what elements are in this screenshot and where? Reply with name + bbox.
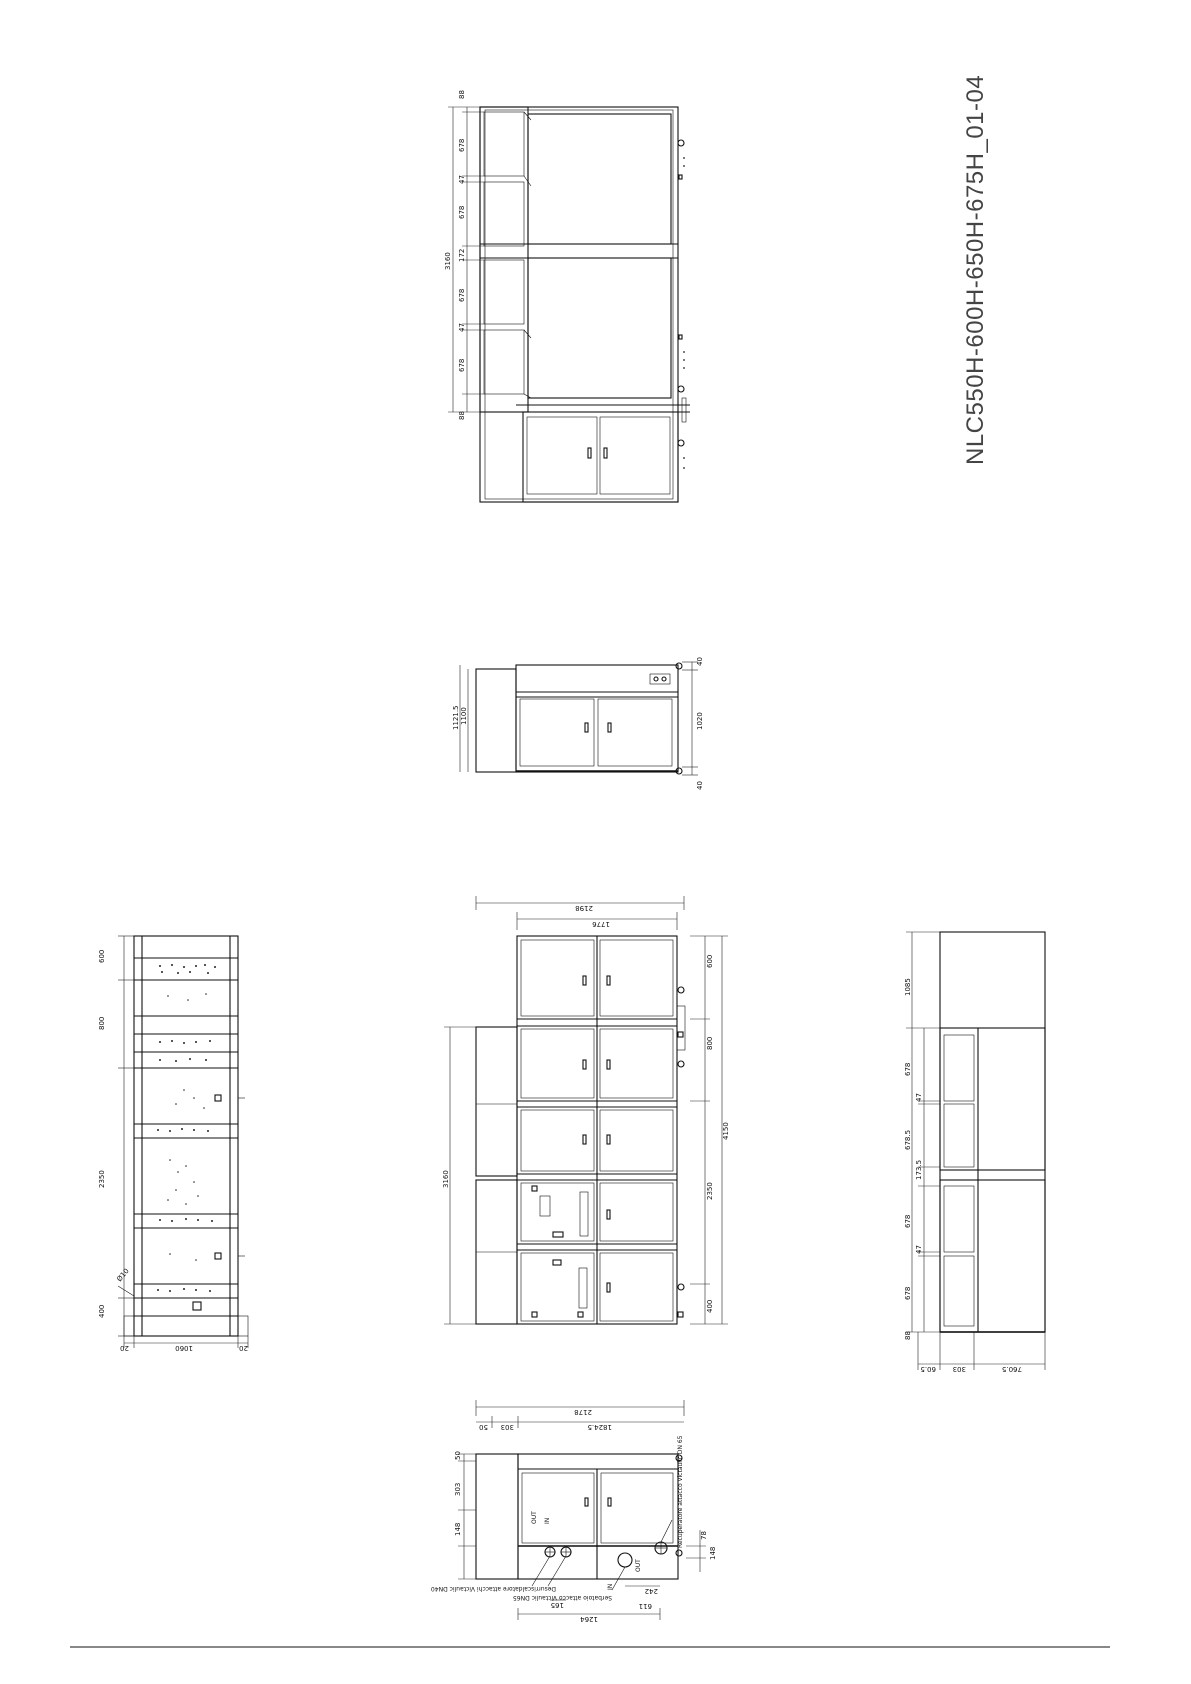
top-dim-678-c: 678 bbox=[458, 288, 466, 302]
top-dim-47-a: 47 bbox=[458, 175, 466, 184]
rsv-dim-47-a: 47 bbox=[915, 1093, 923, 1102]
lsv-hook-label: Ø10 bbox=[115, 1267, 131, 1284]
lsv-dim-20-a: 20 bbox=[120, 1344, 129, 1352]
side-dim-40-b: 40 bbox=[696, 781, 704, 790]
front-dim-2350: 2350 bbox=[706, 1182, 714, 1200]
top-dim-total: 3160 bbox=[444, 252, 452, 270]
rsv-dim-47-b: 47 bbox=[915, 1245, 923, 1254]
top-dim-678-b: 678 bbox=[458, 205, 466, 219]
bv-dim-242: 242 bbox=[644, 1587, 658, 1595]
front-dim-2198: 2198 bbox=[575, 904, 593, 912]
bv-dim-2178: 2178 bbox=[574, 1408, 592, 1416]
bv-label-in-b: IN bbox=[607, 1583, 614, 1590]
bv-note-service: Recuperatore attacco Victaulic DN 65 bbox=[677, 1435, 684, 1548]
lsv-dim-20-b: 20 bbox=[239, 1344, 248, 1352]
front-dim-600: 600 bbox=[706, 954, 714, 968]
bv-dim-78: 78 bbox=[700, 1531, 708, 1540]
top-view bbox=[444, 90, 690, 502]
front-dim-4150: 4150 bbox=[722, 1122, 730, 1140]
side-view-small bbox=[452, 657, 704, 790]
bv-label-out-b: OUT bbox=[635, 1559, 642, 1572]
bv-dim-611: 611 bbox=[638, 1602, 652, 1610]
side-dim-1121: 1121.5 bbox=[452, 705, 460, 730]
rsv-dim-88: 88 bbox=[904, 1331, 912, 1340]
bv-note-gas: Serbatoio attacco Victaulic DN65 bbox=[512, 1594, 612, 1601]
side-dim-40-a: 40 bbox=[696, 657, 704, 666]
bv-dim-50-top: 50 bbox=[479, 1423, 488, 1431]
bv-dim-303-left: 303 bbox=[454, 1482, 462, 1496]
left-side-view bbox=[98, 936, 248, 1352]
front-dim-400: 400 bbox=[706, 1299, 714, 1313]
rsv-dim-760-5: 760.5 bbox=[1001, 1365, 1022, 1373]
top-dim-88-a: 88 bbox=[458, 90, 466, 99]
top-dim-88-b: 88 bbox=[458, 411, 466, 420]
bv-dim-1264: 1264 bbox=[580, 1615, 598, 1623]
front-dim-800: 800 bbox=[706, 1036, 714, 1050]
front-dim-3160: 3160 bbox=[442, 1170, 450, 1188]
rsv-dim-173-5: 173.5 bbox=[915, 1159, 923, 1180]
top-dim-678-a: 678 bbox=[458, 138, 466, 152]
bv-label-in-a: IN bbox=[544, 1517, 551, 1524]
side-dim-1020: 1020 bbox=[696, 712, 704, 730]
lsv-dim-2350: 2350 bbox=[98, 1170, 106, 1188]
lsv-dim-400: 400 bbox=[98, 1304, 106, 1318]
lsv-dim-800: 800 bbox=[98, 1016, 106, 1030]
bv-note-vent: Desurriscaldatore attacchi Victaulic DN40 bbox=[430, 1585, 556, 1592]
rsv-dim-60-5: 60.5 bbox=[920, 1365, 936, 1373]
rsv-dim-678-5: 678.5 bbox=[904, 1129, 912, 1150]
rsv-dim-678-b: 678 bbox=[904, 1214, 912, 1228]
bv-dim-50-left: 50 bbox=[454, 1451, 462, 1460]
rsv-dim-678-a: 678 bbox=[904, 1062, 912, 1076]
top-dim-678-d: 678 bbox=[458, 358, 466, 372]
rsv-dim-303: 303 bbox=[952, 1365, 966, 1373]
lsv-dim-1060: 1060 bbox=[175, 1344, 193, 1352]
top-dim-47-b: 47 bbox=[458, 323, 466, 332]
bv-dim-1824: 1824.5 bbox=[587, 1423, 612, 1431]
top-dim-172: 172 bbox=[458, 248, 466, 262]
lsv-dim-600: 600 bbox=[98, 949, 106, 963]
bv-dim-148-left: 148 bbox=[454, 1522, 462, 1536]
bv-dim-148-right: 148 bbox=[709, 1546, 717, 1560]
side-dim-1100: 1100 bbox=[460, 707, 468, 725]
right-side-view bbox=[904, 932, 1045, 1373]
front-dim-1776: 1776 bbox=[592, 920, 610, 928]
bottom-view bbox=[431, 1400, 717, 1623]
drawing-id: NLC550H-600H-650H-675H_01-04 bbox=[962, 74, 989, 465]
bv-dim-303-top: 303 bbox=[500, 1423, 514, 1431]
rsv-dim-1085: 1085 bbox=[904, 978, 912, 996]
rsv-dim-678-c: 678 bbox=[904, 1286, 912, 1300]
front-view bbox=[442, 896, 730, 1324]
bv-label-out-a: OUT bbox=[531, 1511, 538, 1524]
bv-dim-165: 165 bbox=[550, 1601, 564, 1609]
